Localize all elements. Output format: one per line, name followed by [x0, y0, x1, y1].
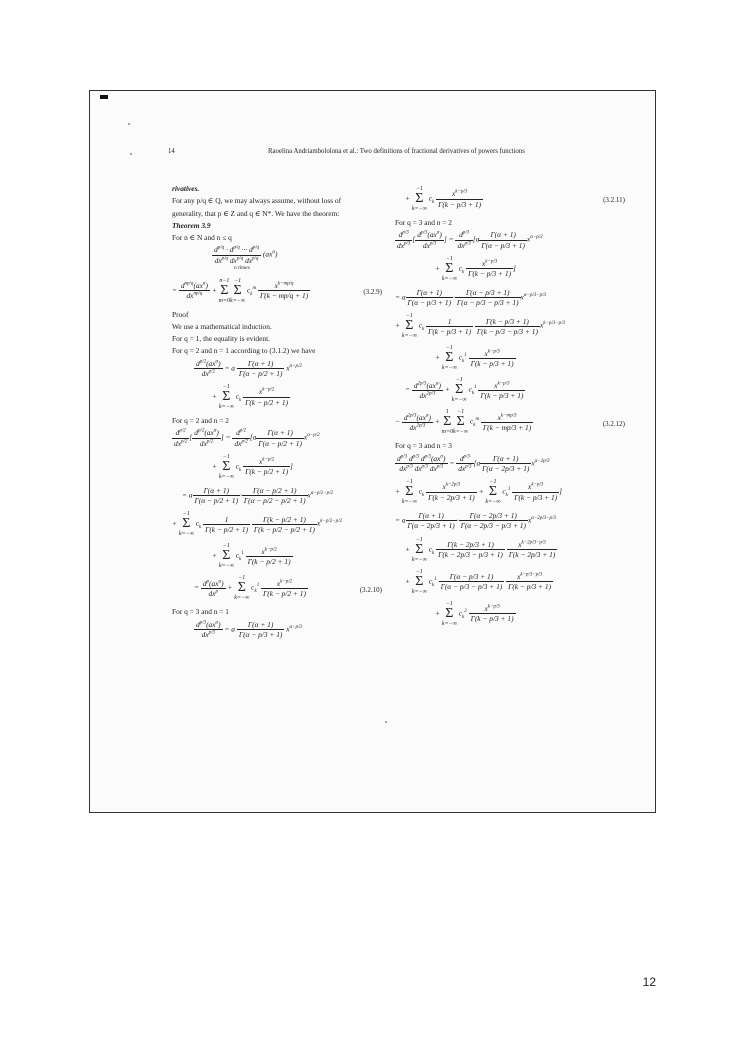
- equation-q3-n3: $\frac{d^{p/3} d^{p/3} d^{p/3}(ax^\alpha)}{dx^{p/3} dx^{p/3} dx^{p/3}}$ = $\frac{d^{p/3}}{dx^{p/3}}$ [a $\frac{\Gamma(\alpha + 1)}{\Gamma(\alpha - 2p/3 + 1)}$ $x^{\alpha-2p/3}$: [397, 453, 550, 473]
- left-column: [172, 184, 382, 645]
- theorem-heading: Theorem 3.9: [172, 220, 211, 230]
- scan-speck: [128, 123, 130, 125]
- equation-q2-n1-sum: + −1 Σ k=−∞ $c_k$ $\frac{x^{k-p/2}}{\Gamma(k - p/2 + 1)}$: [212, 384, 289, 411]
- right-column: [395, 184, 625, 633]
- case-q2-n2: For q = 2 and n = 2: [172, 416, 229, 426]
- equation-q2-n2-sum: + −1 Σ k=−∞ $c_k$ $\frac{x^{k-p/2}}{\Gamma(k - p/2 + 1)}$ ]: [212, 453, 293, 480]
- theorem-condition: For n ∈ N and n ≤ q: [172, 233, 232, 242]
- equation-q3-n3-c2: + −1 Σ k=−∞ $c_k^2$ $\frac{x^{k-p/3}}{\Gamma(k - p/3 + 1)}$: [435, 600, 514, 627]
- equation-tag: (3.2.9): [363, 288, 382, 297]
- scanned-paper-page: [89, 90, 656, 813]
- equation-q3-n3-sums: + −1 Σ k=−∞ $c_k$ $\frac{x^{k-2p/3}}{\Gamma(k - 2p/3 + 1)}$ + −1 Σ k=−∞ $c_k^1$ $\frac{x^{k-p/3}}{\Gamma(k - p/3 + 1)}$ ]: [395, 479, 563, 505]
- intro-line-2: generality, that p ∈ Z and q ∈ N*. We have the theorem:: [172, 208, 340, 218]
- running-title: Raoelina Andriambololona et al.: Two definitions of fractional derivatives of powers functions: [268, 148, 525, 155]
- scan-speck: [130, 153, 132, 155]
- equation-q2-n2: $\frac{d^{p/2}}{dx^{p/2}}$ [ $\frac{d^{p/2}(ax^\alpha)}{dx^{p/2}}$ ] = $\frac{d^{p/2}}{dx^{p/2}}$ [a $\frac{\Gamma(\alpha + 1)}{\Gamma(\alpha - p/2 + 1)}$ $x^{\alpha-p/2}$: [174, 428, 320, 448]
- proof-heading: Proof: [172, 309, 189, 319]
- case-q3-n3: For q = 3 and n = 3: [395, 441, 452, 451]
- equation-q3-n2: $\frac{d^{p/3}}{dx^{p/3}}$ [ $\frac{d^{p/3}(ax^\alpha)}{dx^{p/3}}$ ] = $\frac{d^{p/3}}{dx^{p/3}}$ [a $\frac{\Gamma(\alpha + 1)}{\Gamma(\alpha - p/3 + 1)}$ $x^{\alpha-p/3}$: [397, 230, 543, 250]
- n-times-label: n times: [234, 264, 250, 271]
- equation-3-2-12: − $\frac{d^{2p/3}(ax^\alpha)}{dx^{2p/3}}$ + 1 Σ m=0−1 Σ k=−∞ $c_k^m$ $\frac{x^{k-mp/3}}{\Gamma(k - mp/3 + 1)}$ (3.2.12): [395, 409, 625, 436]
- equation-q2-n2-expand-sum: + −1 Σ k=−∞ $c_k$ $\frac{1}{\Gamma(k - p/2 + 1)}$ $\frac{\Gamma(k - p/2 + 1)}{\Gamma(k - p/2 - p/2 + 1)}$ $x^{k-p/2-p/2}$: [172, 511, 342, 538]
- equation-q3-n2-expand-sum: + −1 Σ k=−∞ $c_k$ $\frac{1}{\Gamma(k - p/3 + 1)}$ $\frac{\Gamma(k - p/3 + 1)}{\Gamma(k - p/3 - p/3 + 1)}$ $x^{k-p/3-p/3}$: [395, 313, 565, 340]
- equation-q3-n3-expand: = a $\frac{\Gamma(\alpha + 1)}{\Gamma(\alpha - 2p/3 + 1)}$ · $\frac{\Gamma(\alpha - 2p/3 + 1)}{\Gamma(\alpha - 2p/3 - p/3 + 1)}$ $x^{\alpha-2p/3-p/3}$: [395, 511, 556, 531]
- equation-tag: (3.2.11): [603, 196, 625, 205]
- equation-tag: (3.2.12): [602, 419, 625, 428]
- case-q3-n2: For q = 3 and n = 2: [395, 218, 452, 227]
- lead-word: rivatives.: [172, 184, 200, 193]
- equation-nested-derivative: $\frac{d^{p/q} \cdot d^{p/q} \cdot\cdot\cdot d^{p/q}}{dx^{p/q} dx^{p/q} dx^{p/q}}$ $(ax^\alpha)$ n times: [172, 245, 382, 271]
- equation-q3-n1: $\frac{d^{p/3}(ax^\alpha)}{dx^{p/3}}$ = a $\frac{\Gamma(\alpha + 1)}{\Gamma(\alpha - p/3 + 1)}$ $x^{\alpha-p/3}$: [196, 619, 302, 639]
- equation-3-2-11: + −1 Σ k=−∞ $c_k$ $\frac{x^{k-p/3}}{\Gamma(k - p/3 + 1)}$ (3.2.11): [405, 186, 625, 212]
- proof-line-1: We use a mathematical induction.: [172, 321, 272, 331]
- equation-q3-n2-result: = $\frac{d^{2p/3}(ax^\alpha)}{dx^{2p/3}}$ + −1 Σ k=−∞ $c_k^1$ $\frac{x^{k-p/3}}{\Gamma(k - p/3 + 1)}$: [405, 377, 524, 404]
- equation-q3-n2-sum: + −1 Σ k=−∞ $c_k$ $\frac{x^{k-p/3}}{\Gamma(k - p/3 + 1)}$ ]: [435, 255, 516, 282]
- equation-3-2-10: = $\frac{d^p(ax^\alpha)}{dx^p}$ + −1 Σ k=−∞ $c_k^1$ $\frac{x^{k-p/2}}{\Gamma(k - p/2 + 1)}$ (3.2.10): [194, 575, 382, 602]
- equation-3-2-9: = $\frac{d^{np/q}(ax^\alpha)}{dx^{np/q}}$ + n−1 Σ m=0−1 Σ k=−∞ $c_k^m$ $\frac{x^{k-mp/q}}{\Gamma(k - mp/q + 1)}$ (3.2.9): [172, 277, 382, 304]
- equation-q3-n2-c1: + −1 Σ k=−∞ $c_k^1$ $\frac{x^{k-p/3}}{\Gamma(k - p/3 + 1)}$: [435, 345, 514, 372]
- slide-number: 12: [642, 975, 656, 989]
- equation-tag: (3.2.10): [359, 585, 382, 594]
- equation-q2-n1: $\frac{d^{p/2}(ax^\alpha)}{dx^{p/2}}$ = a $\frac{\Gamma(\alpha + 1)}{\Gamma(\alpha - p/2 + 1)}$ $x^{\alpha-p/2}$: [196, 358, 302, 378]
- paper-page-number: 14: [168, 148, 175, 155]
- case-q3-n1: For q = 3 and n = 1: [172, 607, 229, 617]
- equation-q2-n2-expand: = a $\frac{\Gamma(\alpha + 1)}{\Gamma(\alpha - p/2 + 1)}$ · $\frac{\Gamma(\alpha - p/2 + 1)}{\Gamma(\alpha - p/2 - p/2 + 1)}$ $x^{\alpha-p/2-p/2}$: [182, 485, 333, 506]
- proof-line-2: For q = 1, the equality is evident.: [172, 334, 270, 344]
- equation-q3-n2-expand: = a $\frac{\Gamma(\alpha + 1)}{\Gamma(\alpha - p/3 + 1)}$ · $\frac{\Gamma(\alpha - p/3 + 1)}{\Gamma(\alpha - p/3 - p/3 + 1)}$ $x^{\alpha-p/3-p/3}$: [395, 287, 546, 307]
- equation-q3-n3-expand-ck: + −1 Σ k=−∞ $c_k$ $\frac{\Gamma(k - 2p/3 + 1)}{\Gamma(k - 2p/3 - p/3 + 1)}$ $\frac{x^{k-2p/3-p/3}}{\Gamma(k - 2p/3 + 1)}$: [405, 536, 556, 563]
- proof-line-3: For q = 2 and n = 1 according to (3.1.2) we have: [172, 346, 316, 356]
- equation-q2-n2-c1: + −1 Σ k=−∞ $c_k^1$ $\frac{x^{k-p/2}}{\Gamma(k - p/2 + 1)}$: [212, 543, 291, 570]
- scan-speck: [385, 721, 387, 723]
- intro-line-1: For any p/q ∈ Q, we may always assume, without loss of: [172, 196, 342, 206]
- scan-marker: [100, 95, 108, 99]
- equation-q3-n3-expand-c1: + −1 Σ k=−∞ $c_k^1$ $\frac{\Gamma(\alpha - p/3 + 1)}{\Gamma(\alpha - p/3 - p/3 + 1)}$ $\frac{x^{k-p/3-p/3}}{\Gamma(k - p/3 + 1)}$: [405, 568, 552, 595]
